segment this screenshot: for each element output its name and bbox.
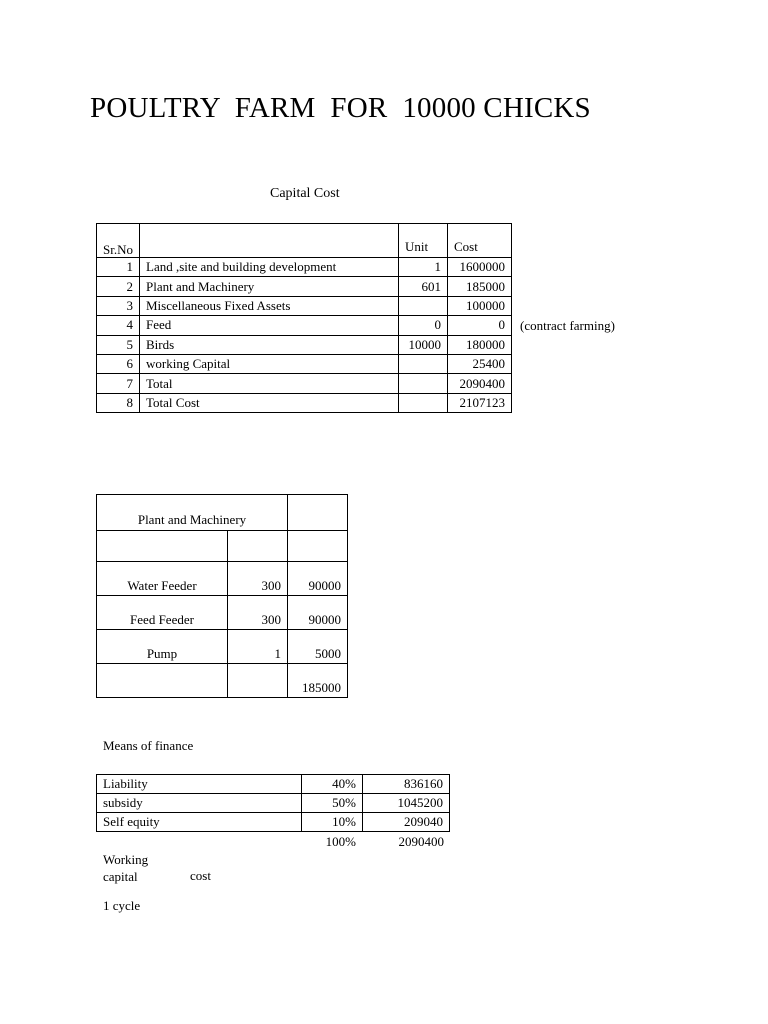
header-item: [140, 224, 399, 258]
label-cell: Liability: [97, 775, 302, 794]
table-row: [97, 630, 348, 664]
cost-cell: 100000: [448, 296, 512, 315]
working-capital-cost-label: cost: [190, 868, 211, 883]
cycle-label: 1 cycle: [103, 898, 141, 913]
header-srno: Sr.No: [97, 224, 140, 258]
amount-cell: 209040: [363, 813, 450, 832]
finance-total-row: [300, 834, 450, 850]
unit-cell: 1: [399, 258, 448, 277]
table-row: [97, 794, 450, 813]
qty-cell: 300: [228, 596, 288, 630]
unit-cell: [399, 296, 448, 315]
empty-cell: [228, 664, 288, 698]
table-row: [97, 296, 512, 315]
amount-cell: 836160: [363, 775, 450, 794]
total-amount: 2090400: [398, 834, 444, 849]
header-cost: Cost: [448, 224, 512, 258]
unit-cell: 10000: [399, 335, 448, 354]
total-percent: 100%: [325, 834, 356, 849]
item-cell: Plant and Machinery: [140, 277, 399, 296]
unit-cell: [399, 374, 448, 393]
total-cell: 185000: [288, 664, 348, 698]
sr-cell: 4: [97, 316, 140, 335]
cost-cell: 90000: [288, 596, 348, 630]
capital-cost-heading: Capital Cost: [270, 186, 340, 201]
unit-cell: [399, 354, 448, 373]
sr-cell: 7: [97, 374, 140, 393]
table-row: [97, 258, 512, 277]
plant-machinery-title: Plant and Machinery: [97, 495, 288, 531]
table-header-row: [97, 495, 348, 531]
cost-cell: 25400: [448, 354, 512, 373]
plant-machinery-table: [96, 494, 348, 698]
sr-cell: 1: [97, 258, 140, 277]
unit-cell: 0: [399, 316, 448, 335]
amount-cell: 1045200: [363, 794, 450, 813]
empty-cell: [228, 531, 288, 562]
working-capital-line2: capital: [103, 869, 138, 884]
cost-cell: 180000: [448, 335, 512, 354]
unit-cell: [399, 393, 448, 412]
item-cell: Birds: [140, 335, 399, 354]
cost-cell: 2107123: [448, 393, 512, 412]
item-cell: Total: [140, 374, 399, 393]
cost-cell: 0: [448, 316, 512, 335]
cost-cell: 1600000: [448, 258, 512, 277]
item-cell: Water Feeder: [97, 562, 228, 596]
working-capital-line1: Working: [103, 852, 149, 867]
cost-cell: 185000: [448, 277, 512, 296]
means-of-finance-table: [96, 774, 450, 832]
capital-cost-table: [96, 223, 512, 413]
table-row: [97, 354, 512, 373]
percent-cell: 50%: [302, 794, 363, 813]
table-row: [97, 393, 512, 412]
sr-cell: 5: [97, 335, 140, 354]
cost-cell: 2090400: [448, 374, 512, 393]
label-cell: subsidy: [97, 794, 302, 813]
table-row: [97, 813, 450, 832]
table-row: [97, 664, 348, 698]
means-of-finance-heading: Means of finance: [103, 738, 194, 753]
percent-cell: 10%: [302, 813, 363, 832]
item-cell: Land ,site and building development: [140, 258, 399, 277]
unit-cell: 601: [399, 277, 448, 296]
item-cell: Feed Feeder: [97, 596, 228, 630]
qty-cell: 1: [228, 630, 288, 664]
qty-cell: 300: [228, 562, 288, 596]
table-row: [97, 562, 348, 596]
label-cell: Self equity: [97, 813, 302, 832]
sr-cell: 3: [97, 296, 140, 315]
cost-cell: 90000: [288, 562, 348, 596]
item-cell: Feed: [140, 316, 399, 335]
percent-cell: 40%: [302, 775, 363, 794]
working-capital-label: [103, 851, 148, 885]
table-row: [97, 775, 450, 794]
table-row: [97, 277, 512, 296]
table-header-row: [97, 224, 512, 258]
table-row: [97, 531, 348, 562]
sr-cell: 2: [97, 277, 140, 296]
sr-cell: 8: [97, 393, 140, 412]
empty-cell: [288, 495, 348, 531]
header-unit: Unit: [399, 224, 448, 258]
sr-cell: 6: [97, 354, 140, 373]
cost-cell: 5000: [288, 630, 348, 664]
table-row: [97, 374, 512, 393]
table-row: [97, 316, 512, 335]
contract-farming-note: (contract farming): [520, 318, 615, 333]
page-title: POULTRY FARM FOR 10000 CHICKS: [90, 92, 591, 124]
empty-cell: [288, 531, 348, 562]
empty-cell: [97, 664, 228, 698]
item-cell: Total Cost: [140, 393, 399, 412]
item-cell: Pump: [97, 630, 228, 664]
table-row: [97, 335, 512, 354]
empty-cell: [97, 531, 228, 562]
item-cell: working Capital: [140, 354, 399, 373]
item-cell: Miscellaneous Fixed Assets: [140, 296, 399, 315]
table-row: [97, 596, 348, 630]
